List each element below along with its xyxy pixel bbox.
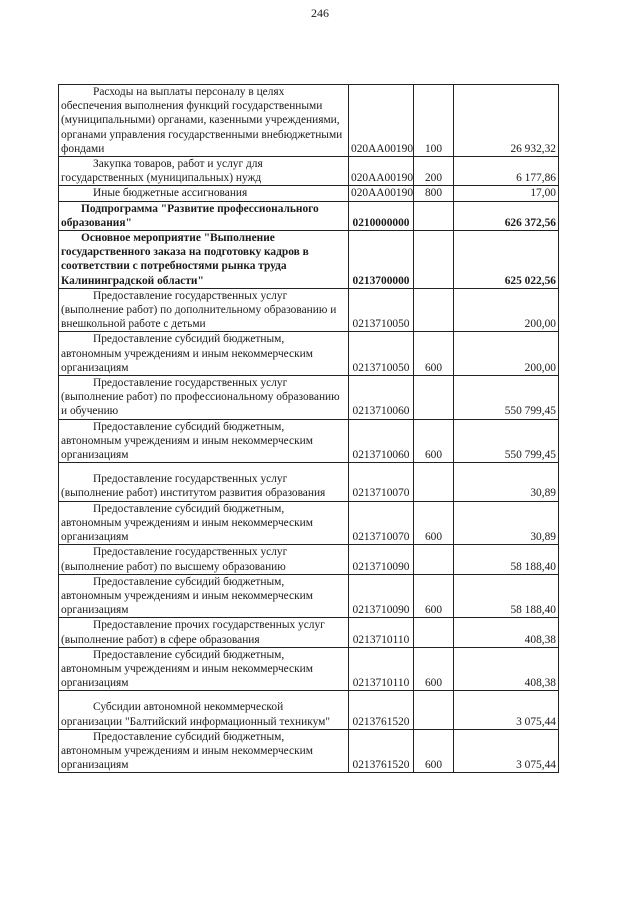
table-row bbox=[59, 618, 559, 647]
row-amount: 30,89 bbox=[454, 501, 559, 545]
table-row bbox=[59, 419, 559, 463]
row-amount: 17,00 bbox=[454, 186, 559, 201]
row-amount: 625 022,56 bbox=[454, 231, 559, 289]
row-code: 0213710070 bbox=[349, 501, 414, 545]
row-code: 0213710070 bbox=[349, 463, 414, 501]
row-type bbox=[414, 376, 454, 420]
row-code: 0210000000 bbox=[349, 201, 414, 230]
row-code: 0213710050 bbox=[349, 332, 414, 376]
table-row bbox=[59, 186, 559, 201]
row-name: Предоставление государственных услуг (выполнение работ) по профессиональному образованию и обучению bbox=[61, 377, 340, 418]
table-row bbox=[59, 288, 559, 332]
row-amount: 626 372,56 bbox=[454, 201, 559, 230]
row-amount: 3 075,44 bbox=[454, 729, 559, 773]
row-amount: 550 799,45 bbox=[454, 419, 559, 463]
row-name-cell bbox=[59, 231, 349, 289]
row-name-cell bbox=[59, 501, 349, 545]
row-name: Подпрограмма "Развитие профессионального образования" bbox=[61, 202, 319, 229]
table-row bbox=[59, 501, 559, 545]
row-name-cell bbox=[59, 186, 349, 201]
row-amount: 3 075,44 bbox=[454, 691, 559, 729]
row-name-cell bbox=[59, 647, 349, 691]
row-amount: 30,89 bbox=[454, 463, 559, 501]
row-type: 100 bbox=[414, 85, 454, 157]
table-row-main-activity bbox=[59, 231, 559, 289]
row-name-cell bbox=[59, 419, 349, 463]
budget-table bbox=[58, 84, 559, 773]
row-name: Предоставление субсидий бюджетным, автономным учреждениям и иным некоммерческим организациям bbox=[61, 730, 313, 772]
row-name-cell bbox=[59, 201, 349, 230]
row-name-cell bbox=[59, 85, 349, 157]
row-name: Предоставление государственных услуг (выполнение работ) институтом развития образования bbox=[61, 473, 326, 500]
row-name: Расходы на выплаты персоналу в целях обеспечения выполнения функций государственными (муниципальными) органами, казенными учреждениями, органами управления государственными внебюджетными фондами bbox=[61, 86, 343, 155]
row-name: Предоставление субсидий бюджетным, автономным учреждениям и иным некоммерческим организациям bbox=[61, 502, 313, 544]
row-code: 020АА00190 bbox=[349, 157, 414, 186]
table-row bbox=[59, 157, 559, 186]
row-name: Предоставление субсидий бюджетным, автономным учреждениям и иным некоммерческим организациям bbox=[61, 648, 313, 690]
row-code: 0213710110 bbox=[349, 618, 414, 647]
row-type: 600 bbox=[414, 332, 454, 376]
row-amount: 58 188,40 bbox=[454, 545, 559, 574]
table-row bbox=[59, 376, 559, 420]
row-name: Иные бюджетные ассигнования bbox=[93, 187, 248, 200]
row-name: Предоставление субсидий бюджетным, автономным учреждениям и иным некоммерческим организациям bbox=[61, 575, 313, 617]
row-type bbox=[414, 463, 454, 501]
row-code: 0213700000 bbox=[349, 231, 414, 289]
row-type bbox=[414, 691, 454, 729]
row-amount: 58 188,40 bbox=[454, 574, 559, 618]
page-number: 246 bbox=[311, 6, 329, 20]
row-name-cell bbox=[59, 691, 349, 729]
row-name-cell bbox=[59, 288, 349, 332]
row-type: 600 bbox=[414, 647, 454, 691]
row-type: 200 bbox=[414, 157, 454, 186]
row-name-cell bbox=[59, 545, 349, 574]
row-name: Предоставление субсидий бюджетным, автономным учреждениям и иным некоммерческим организациям bbox=[61, 420, 313, 462]
row-code: 0213710090 bbox=[349, 545, 414, 574]
row-code: 0213710060 bbox=[349, 419, 414, 463]
row-amount: 26 932,32 bbox=[454, 85, 559, 157]
row-code: 0213761520 bbox=[349, 729, 414, 773]
row-amount: 550 799,45 bbox=[454, 376, 559, 420]
row-name-cell bbox=[59, 463, 349, 501]
table-row bbox=[59, 729, 559, 773]
row-code: 0213710060 bbox=[349, 376, 414, 420]
row-type: 800 bbox=[414, 186, 454, 201]
row-name: Предоставление государственных услуг (выполнение работ) по дополнительному образованию и внешкольной работе с детьми bbox=[61, 289, 337, 331]
row-code: 0213710050 bbox=[349, 288, 414, 332]
row-code: 0213761520 bbox=[349, 691, 414, 729]
row-name: Предоставление государственных услуг (выполнение работ) по высшему образованию bbox=[61, 546, 288, 573]
row-code: 0213710090 bbox=[349, 574, 414, 618]
row-name-cell bbox=[59, 729, 349, 773]
row-type bbox=[414, 288, 454, 332]
row-type: 600 bbox=[414, 729, 454, 773]
row-amount: 6 177,86 bbox=[454, 157, 559, 186]
row-code: 020АА00190 bbox=[349, 85, 414, 157]
table-row bbox=[59, 463, 559, 501]
table-row-subprogram bbox=[59, 201, 559, 230]
row-type bbox=[414, 545, 454, 574]
row-name: Субсидии автономной некоммерческой организации "Балтийский информационный техникум" bbox=[61, 701, 331, 728]
row-name: Предоставление прочих государственных услуг (выполнение работ) в сфере образования bbox=[61, 619, 325, 646]
row-name: Закупка товаров, работ и услуг для государственных (муниципальных) нужд bbox=[61, 158, 263, 185]
row-code: 0213710110 bbox=[349, 647, 414, 691]
row-name-cell bbox=[59, 157, 349, 186]
row-code: 020АА00190 bbox=[349, 186, 414, 201]
row-amount: 408,38 bbox=[454, 647, 559, 691]
row-type: 600 bbox=[414, 419, 454, 463]
table-row bbox=[59, 574, 559, 618]
row-type: 600 bbox=[414, 574, 454, 618]
row-amount: 200,00 bbox=[454, 288, 559, 332]
row-name-cell bbox=[59, 376, 349, 420]
row-name-cell bbox=[59, 332, 349, 376]
table-row bbox=[59, 647, 559, 691]
table-row bbox=[59, 691, 559, 729]
table-row bbox=[59, 85, 559, 157]
row-name: Основное мероприятие "Выполнение государственного заказа на подготовку кадров в соответствии с потребностями рынка труда Калининградской области" bbox=[61, 232, 309, 287]
row-type bbox=[414, 231, 454, 289]
row-name: Предоставление субсидий бюджетным, автономным учреждениям и иным некоммерческим организациям bbox=[61, 333, 313, 374]
table-row bbox=[59, 332, 559, 376]
row-amount: 200,00 bbox=[454, 332, 559, 376]
row-name-cell bbox=[59, 574, 349, 618]
row-type: 600 bbox=[414, 501, 454, 545]
row-type bbox=[414, 201, 454, 230]
table-row bbox=[59, 545, 559, 574]
row-type bbox=[414, 618, 454, 647]
row-amount: 408,38 bbox=[454, 618, 559, 647]
row-name-cell bbox=[59, 618, 349, 647]
